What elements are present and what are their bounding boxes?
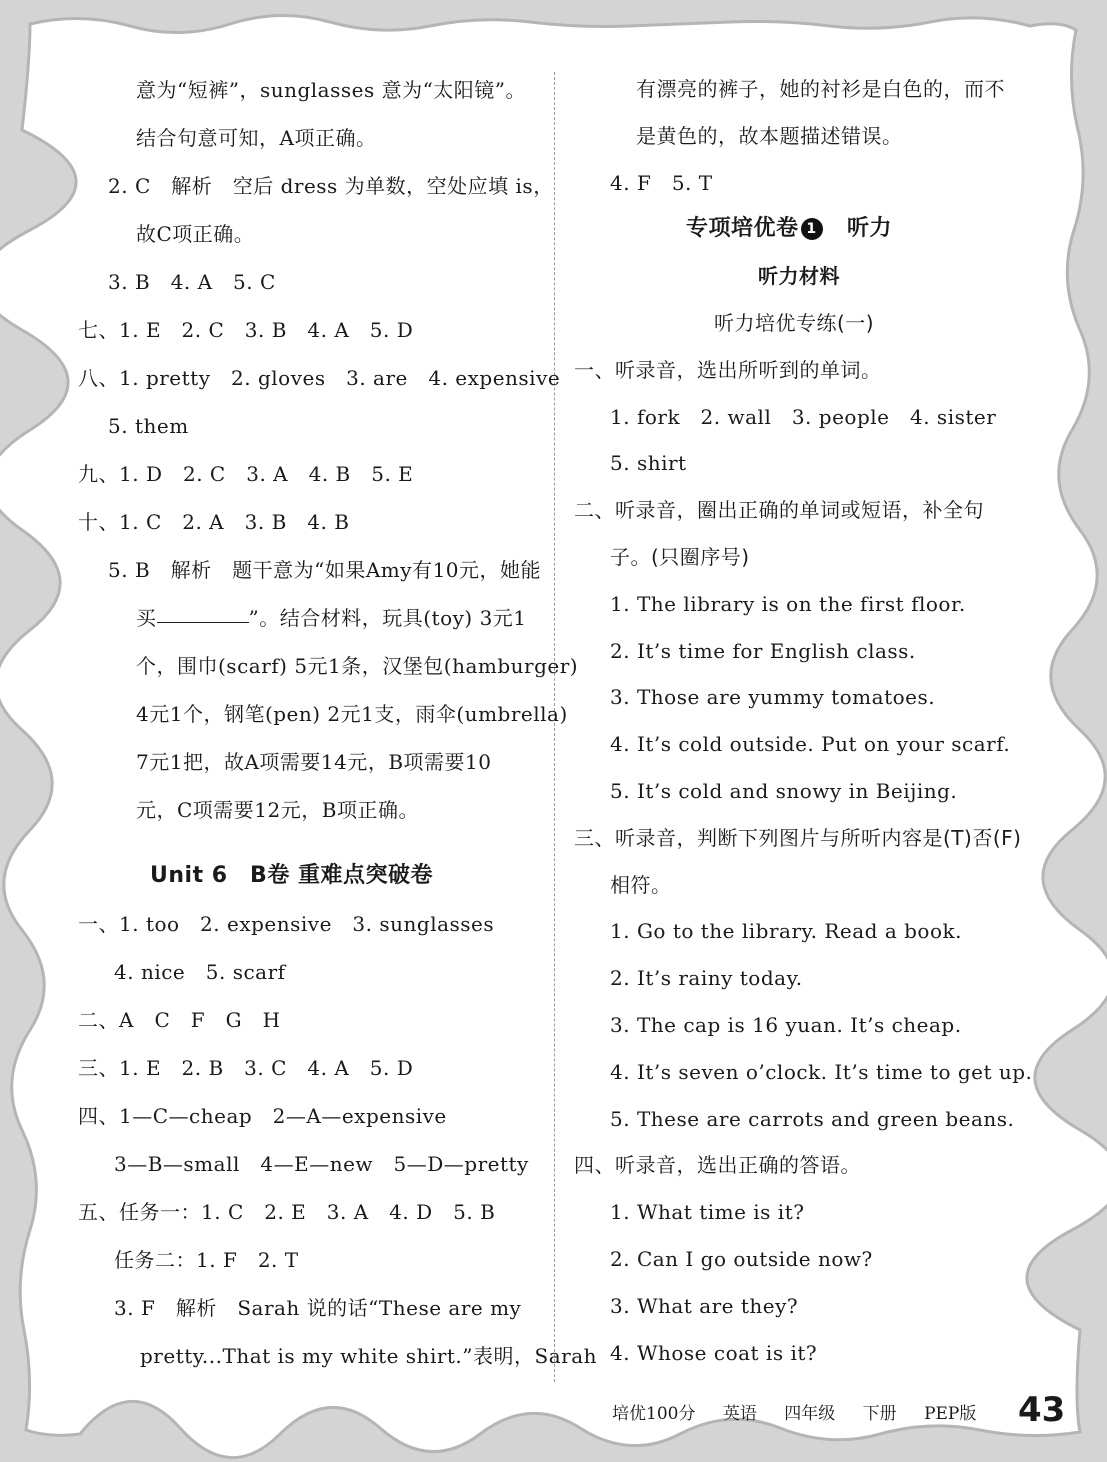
answer-line: 三、1. E 2. B 3. C 4. A 5. D	[78, 1056, 414, 1080]
script-line: 2. It’s rainy today.	[610, 966, 803, 991]
question-heading: 一、听录音，选出所听到的单词。	[574, 357, 882, 382]
text-line: 4元1个，钢笔(pen) 2元1支，雨伞(umbrella)	[136, 702, 568, 726]
answer-line: 八、1. pretty 2. gloves 3. are 4. expensive	[78, 366, 561, 390]
page-number: 43	[1018, 1390, 1066, 1430]
practice-title: 听力培优专练(一)	[714, 310, 875, 335]
question-heading: 四、听录音，选出正确的答语。	[574, 1153, 861, 1178]
question-heading: 相符。	[610, 872, 672, 897]
answer-line: 1. fork 2. wall 3. people 4. sister	[610, 404, 997, 429]
section-title-suffix: 听力	[847, 216, 893, 242]
question-heading: 二、听录音，圈出正确的单词或短语，补全句	[574, 498, 984, 523]
script-line: 5. It’s cold and snowy in Beijing.	[610, 778, 958, 803]
script-line: 3. The cap is 16 yuan. It’s cheap.	[610, 1012, 962, 1037]
buy-word: 买	[136, 606, 157, 630]
footer-grade: 四年级	[784, 1404, 836, 1424]
right-column	[574, 66, 1054, 1376]
subsection-title: 听力材料	[758, 264, 840, 289]
answer-line: 4. F 5. T	[610, 170, 713, 195]
script-line: 3. Those are yummy tomatoes.	[610, 685, 936, 710]
page-footer	[612, 1400, 998, 1428]
answer-line: 3—B—small 4—E—new 5—D—pretty	[114, 1152, 529, 1176]
text-line: 个，围巾(scarf) 5元1条，汉堡包(hamburger)	[136, 654, 579, 678]
text-line: 意为“短裤”，sunglasses 意为“太阳镜”。	[136, 78, 527, 102]
script-line: 1. Go to the library. Read a book.	[610, 919, 962, 944]
footer-subject: 英语	[722, 1404, 757, 1424]
answer-line: 4. nice 5. scarf	[114, 960, 286, 984]
answer-line: 二、A C F G H	[78, 1008, 281, 1032]
circled-number-icon: 1	[801, 218, 823, 240]
answer-line: 一、1. too 2. expensive 3. sunglasses	[78, 912, 495, 936]
script-line: 3. What are they?	[610, 1293, 799, 1318]
section-title-prefix: 专项培优卷	[686, 216, 799, 242]
left-column	[78, 66, 598, 1380]
text-line: 故C项正确。	[136, 222, 255, 246]
section-title: Unit 6 B卷 重难点突破卷	[150, 863, 433, 888]
footer-book: 培优100分	[612, 1404, 696, 1424]
footer-edition: PEP版	[924, 1404, 977, 1424]
text-line: 元，C项需要12元，B项正确。	[136, 798, 419, 822]
script-line: 1. What time is it?	[610, 1200, 805, 1225]
question-heading: 子。(只圈序号)	[610, 544, 750, 569]
script-line: 1. The library is on the first floor.	[610, 591, 966, 616]
text-line: 3. F 解析 Sarah 说的话“These are my	[114, 1296, 522, 1320]
text-segment: ”。结合材料，玩具(toy) 3元1	[248, 606, 527, 630]
text-line: 2. C 解析 空后 dress 为单数，空处应填 is，	[108, 174, 554, 198]
answer-line: 任务二：1. F 2. T	[114, 1248, 299, 1272]
text-line: 结合句意可知，A项正确。	[136, 126, 377, 150]
text-line: 有漂亮的裤子，她的衬衫是白色的，而不	[636, 77, 1005, 101]
answer-line: 九、1. D 2. C 3. A 4. B 5. E	[78, 462, 414, 486]
script-line: 4. Whose coat is it?	[610, 1340, 818, 1365]
text-line: 5. B 解析 题干意为“如果Amy有10元，她能	[108, 558, 542, 582]
answer-line: 五、任务一：1. C 2. E 3. A 4. D 5. B	[78, 1200, 496, 1224]
script-line: 4. It’s cold outside. Put on your scarf.	[610, 732, 1011, 757]
footer-volume: 下册	[862, 1404, 897, 1424]
answer-line: 十、1. C 2. A 3. B 4. B	[78, 510, 350, 534]
script-line: 5. These are carrots and green beans.	[610, 1106, 1015, 1131]
script-line: 2. It’s time for English class.	[610, 638, 916, 663]
answer-line: 七、1. E 2. C 3. B 4. A 5. D	[78, 318, 414, 342]
answer-line: 5. them	[108, 414, 189, 438]
fill-blank	[157, 621, 249, 623]
special-section-title	[574, 206, 1054, 253]
script-line: 4. It’s seven o’clock. It’s time to get up.	[610, 1059, 1033, 1084]
answer-line: 四、1—C—cheap 2—A—expensive	[78, 1104, 447, 1128]
question-heading: 三、听录音，判断下列图片与所听内容是(T)否(F)	[574, 825, 1022, 850]
answer-line: 5. shirt	[610, 451, 687, 476]
answer-line: 3. B 4. A 5. C	[108, 270, 276, 294]
text-line: pretty...That is my white shirt.”表明，Sarah	[140, 1344, 598, 1368]
text-line: 7元1把，故A项需要14元，B项需要10	[136, 750, 492, 774]
text-line: 是黄色的，故本题描述错误。	[636, 123, 903, 148]
script-line: 2. Can I go outside now?	[610, 1246, 873, 1271]
text-line	[78, 594, 548, 642]
